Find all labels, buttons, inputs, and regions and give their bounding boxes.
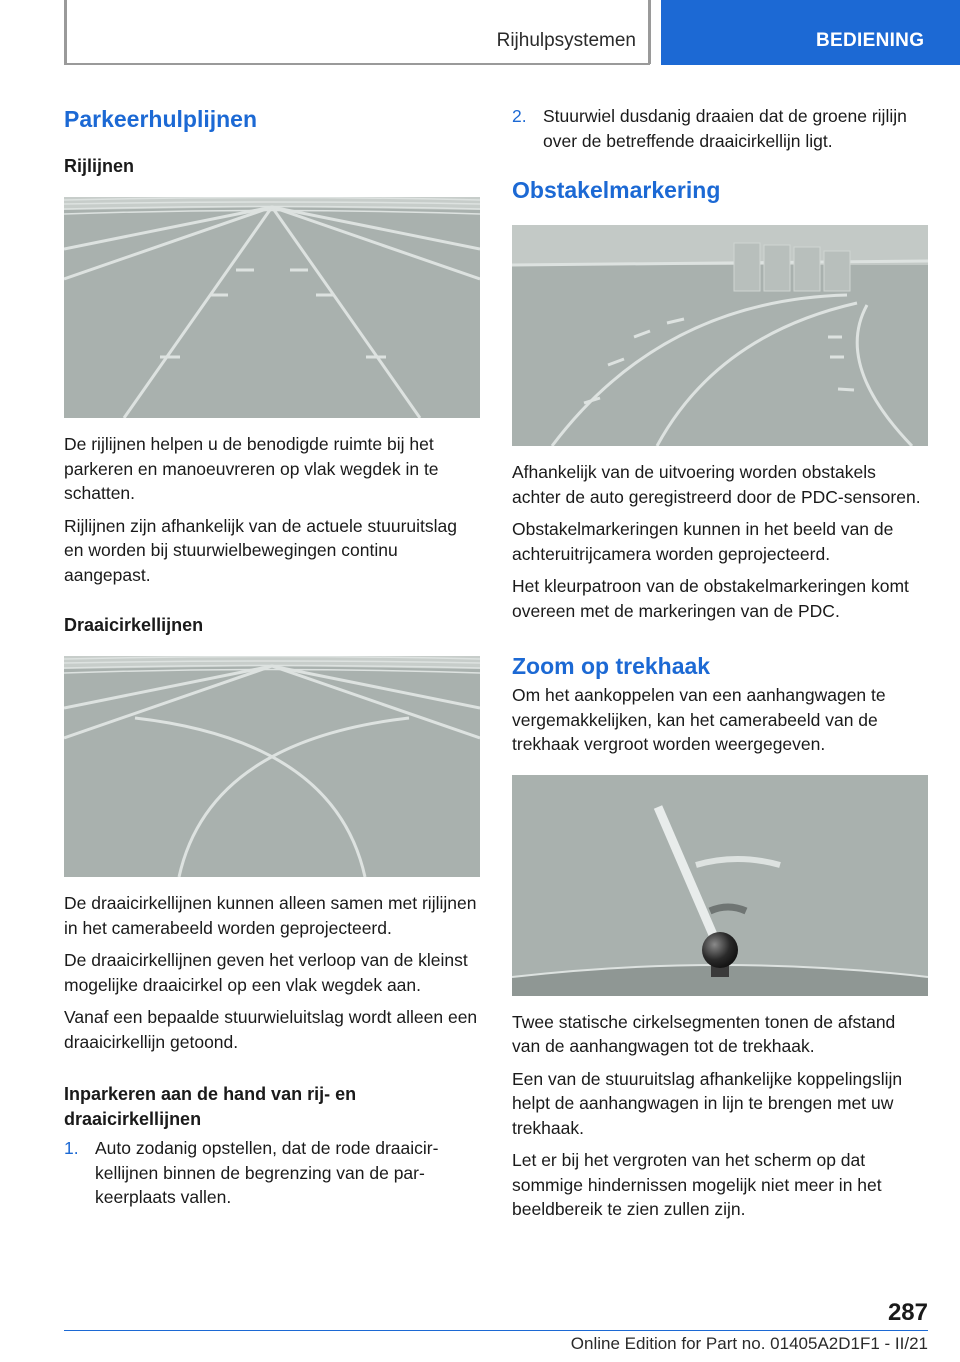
right-column xyxy=(512,98,928,1222)
paragraph-rijlijnen-2: Rijlijnen zijn afhankelijk van de actuele stuuruitslag en worden bij stuurwielbewegingen continu aangepast. xyxy=(64,515,457,585)
paragraph-zoom-4: Let er bij het vergroten van het scherm op dat sommige hindernissen mogelijk niet meer in het beeldbereik te zien zullen zijn. xyxy=(512,1150,882,1219)
header-chapter-label: BEDIENING xyxy=(816,30,925,51)
figure-obstacle-marking xyxy=(512,225,928,446)
heading-parkeerhulplijnen: Parkeerhulplijnen xyxy=(64,106,258,132)
steps-list-left xyxy=(64,1136,480,1210)
paragraph-obstakel-1: Afhankelijk van de uitvoering worden obstakels achter de auto geregistreerd door de PDC-sensoren. xyxy=(512,462,921,507)
header-chapter-tab[interactable] xyxy=(661,0,960,65)
figure-trailer-hitch-zoom xyxy=(512,775,928,996)
steps-list-right xyxy=(512,104,928,153)
step-item-1 xyxy=(64,1136,480,1210)
paragraph-draai-1: De draaicirkellijnen kunnen alleen samen met rijlijnen in het camerabeeld worden geprojecteerd. xyxy=(64,893,477,938)
paragraph-obstakel-3: Het kleurpatroon van de obstakelmarkeringen komt overeen met de markeringen van de PDC. xyxy=(512,576,909,621)
step-number: 1. xyxy=(64,1138,79,1158)
step-number: 2. xyxy=(512,106,527,126)
step-text: Auto zodanig opstellen, dat de rode draaicirkellijnen binnen de begrenzing van de parkeerplaats vallen. xyxy=(95,1138,439,1207)
figure-driving-lines xyxy=(64,197,480,418)
heading-rijlijnen: Rijlijnen xyxy=(64,156,135,176)
step-text: Stuurwiel dusdanig draaien dat de groene rijlijn over de betreffende draaicirkellijn ligt. xyxy=(543,106,907,151)
paragraph-draai-2: De draaicirkellijnen geven het verloop van de kleinst mogelijke draaicirkel op een vlak wegdek aan. xyxy=(64,950,468,995)
step-item-2 xyxy=(512,104,928,153)
paragraph-zoom-1: Om het aankoppelen van een aanhangwagen te vergemakkelijken, kan het camerabeeld van de trekhaak vergroot worden weergegeven. xyxy=(512,685,886,754)
paragraph-zoom-2: Twee statische cirkelsegmenten tonen de afstand van de aanhangwagen tot de trekhaak. xyxy=(512,1011,896,1056)
figure-turning-lines xyxy=(64,656,480,877)
paragraph-draai-3: Vanaf een bepaalde stuurwieluitslag wordt alleen een draaicirkellijn getoond. xyxy=(64,1007,478,1052)
paragraph-rijlijnen-1: De rijlijnen helpen u de benodigde ruimte bij het parkeren en manoeuvreren op vlak wegdek in te schatten. xyxy=(64,434,439,503)
header-section-title: Rijhulpsystemen xyxy=(496,30,636,51)
left-column xyxy=(64,98,480,1210)
heading-obstakelmarkering: Obstakelmarkering xyxy=(512,177,721,203)
footer-rule xyxy=(64,1330,928,1331)
paragraph-obstakel-2: Obstakelmarkeringen kunnen in het beeld van de achteruitrijcamera worden geprojecteerd. xyxy=(512,519,894,564)
paragraph-zoom-3: Een van de stuuruitslag afhankelijke koppelingslijn helpt de aanhangwagen in lijn te brengen met uw trekhaak. xyxy=(512,1068,903,1138)
footer-edition: Online Edition for Part no. 01405A2D1F1 - II/21 xyxy=(570,1334,928,1353)
header-bottom-rule xyxy=(64,63,650,65)
page-number: 287 xyxy=(887,1299,928,1326)
heading-draaicirkellijnen: Draaicirkellijnen xyxy=(64,615,204,635)
heading-inparkeren: Inparkeren aan de hand van rij- en draaicirkellijnen xyxy=(64,1084,357,1129)
heading-zoom-op-trekhaak: Zoom op trekhaak xyxy=(512,653,711,679)
header-divider xyxy=(648,0,651,64)
